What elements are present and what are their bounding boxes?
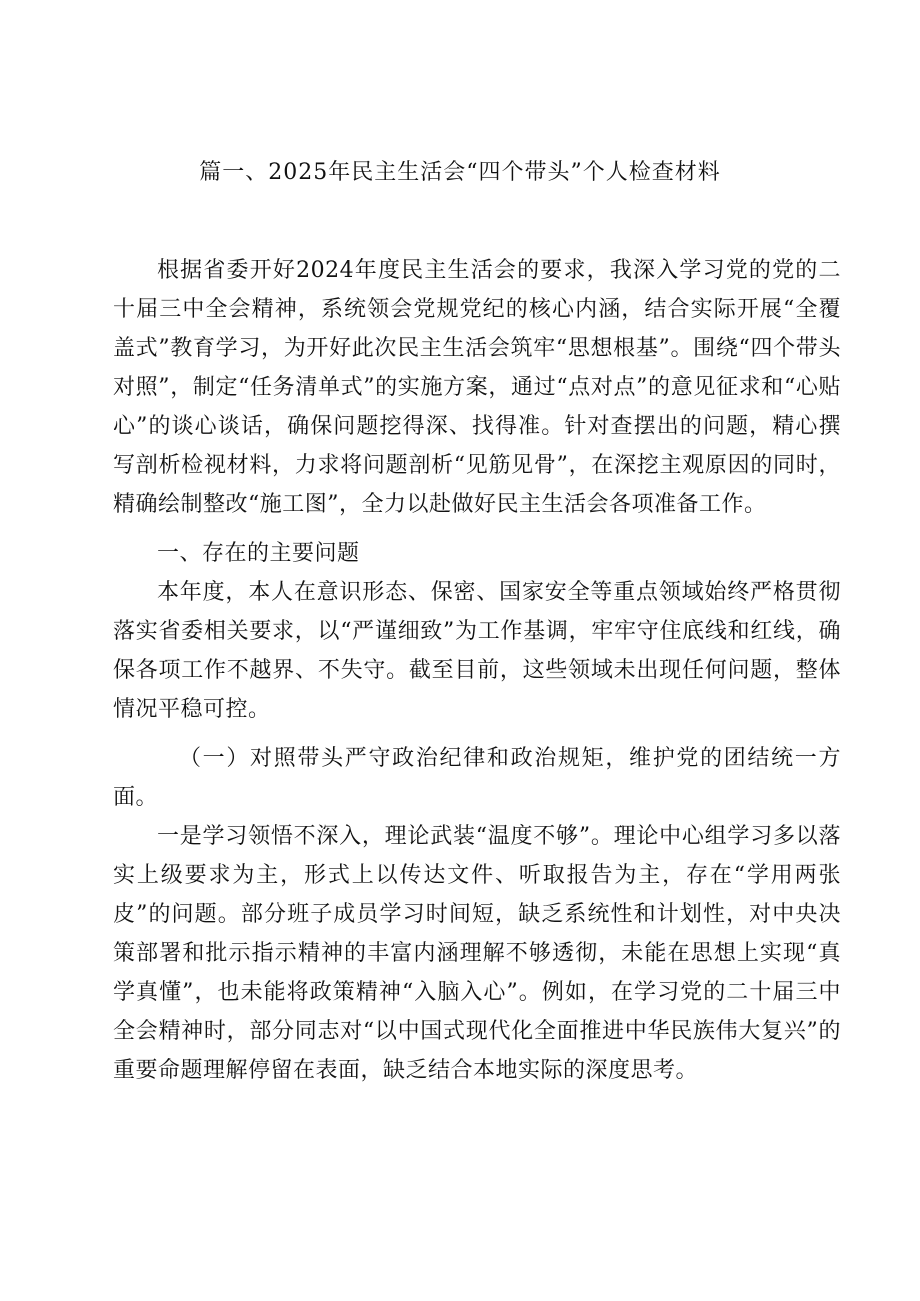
section-heading-main-problems: 一、存在的主要问题 (157, 541, 360, 566)
overview-paragraph: 本年度，本人在意识形态、保密、国家安全等重点领域始终严格贯彻落实省委相关要求，以“严谨细致”为工作基调，牢牢守住底线和红线，确保各项工作不越界、不失守。截至目前，这些领域未出现任何问题，整体情况平稳可控。 (113, 580, 841, 722)
problem-one-paragraph: 一是学习领悟不深入，理论武装“温度不够”。理论中心组学习多以落实上级要求为主，形式上以传达文件、听取报告为主，存在“学用两张皮”的问题。部分班子成员学习时间短，缺乏系统性和计划性，对中央决策部署和批示指示精神的丰富内涵理解不够透彻，未能在思想上实现“真学真懂”，也未能将政策精神“入脑入心”。例如，在学习党的二十届三中全会精神时，部分同志对“以中国式现代化全面推进中华民族伟大复兴”的重要命题理解停留在表面，缺乏结合本地实际的深度思考。 (113, 824, 841, 1083)
document-title: 篇一、2025年民主生活会“四个带头”个人检查材料 (199, 160, 721, 185)
intro-paragraph: 根据省委开好2024年度民主生活会的要求，我深入学习党的党的二十届三中全会精神，系统领会党规党纪的核心内涵，结合实际开展“全覆盖式”教育学习，为开好此次民主生活会筑牢“思想根基”。围绕“四个带头对照”，制定“任务清单式”的实施方案，通过“点对点”的意见征求和“心贴心”的谈心谈话，确保问题挖得深、找得准。针对查摆出的问题，精心撰写剖析检视材料，力求将问题剖析“见筋见骨”，在深挖主观原因的同时，精确绘制整改“施工图”，全力以赴做好民主生活会各项准备工作。 (113, 258, 841, 517)
subsection-heading-political-discipline: （一）对照带头严守政治纪律和政治规矩，维护党的团结统一方面。 (113, 746, 841, 810)
document-body (113, 251, 841, 1090)
